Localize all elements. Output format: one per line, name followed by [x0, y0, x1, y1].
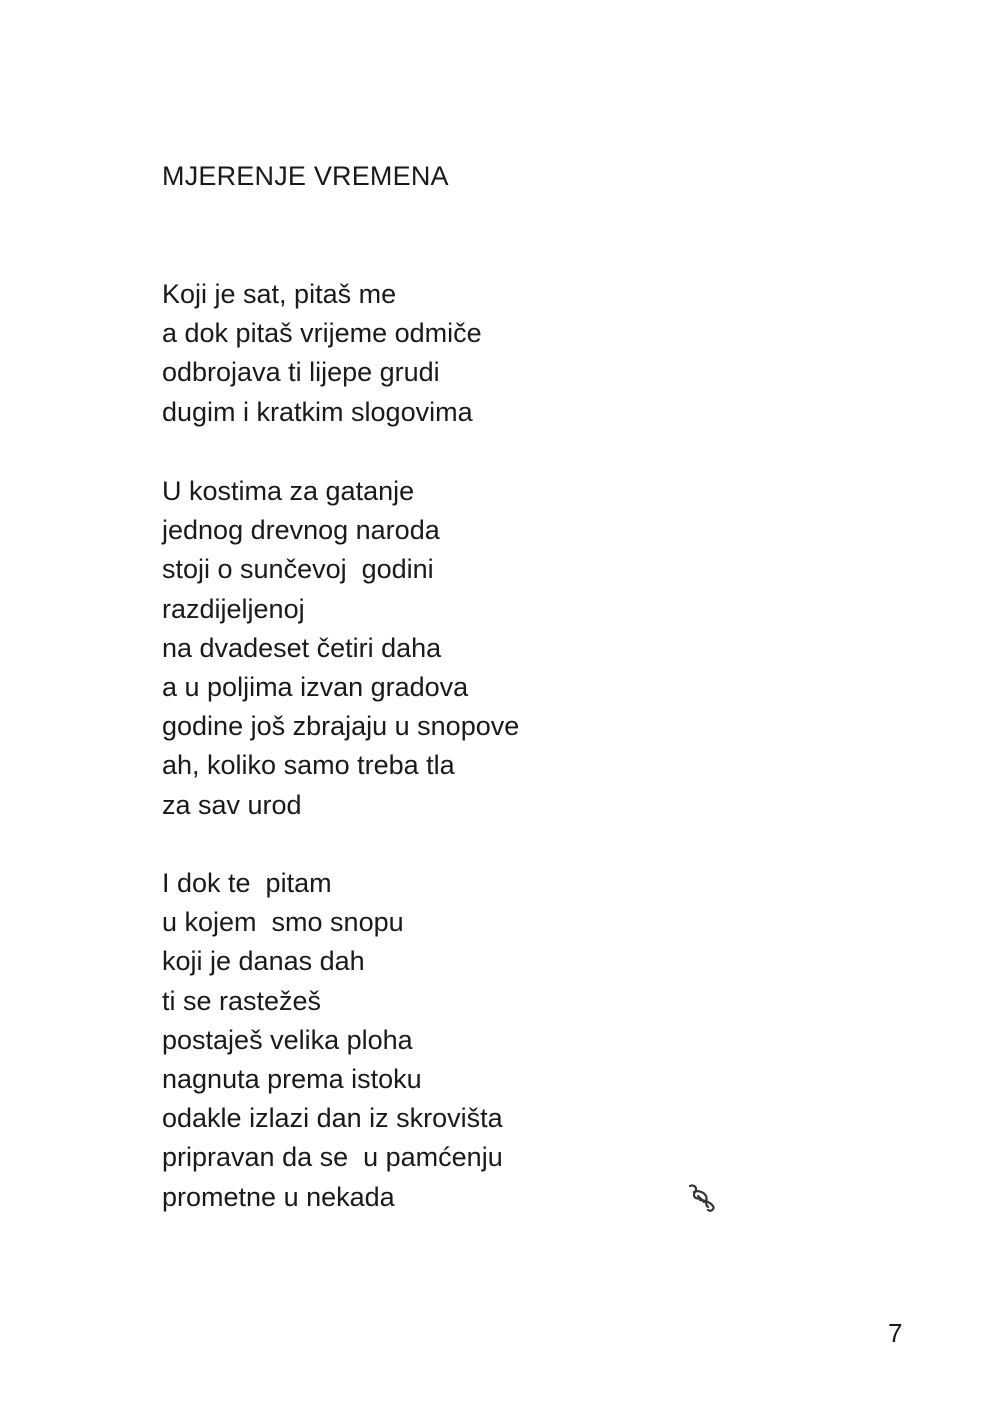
poem-line: koji je danas dah	[162, 946, 365, 977]
poem-line: pripravan da se u pamćenju	[162, 1142, 503, 1173]
stanza-3	[162, 864, 503, 1217]
poem-line: ti se rastežeš	[162, 985, 322, 1016]
poem-line: godine još zbrajaju u snopove	[162, 711, 520, 742]
poem-line: odbrojava ti lijepe grudi	[162, 357, 440, 388]
poem-line: odakle izlazi dan iz skrovišta	[162, 1103, 503, 1134]
poem-line: u kojem smo snopu	[162, 907, 404, 938]
poem-line: a u poljima izvan gradova	[162, 671, 469, 702]
ornament-icon	[684, 1180, 720, 1216]
poem-line: U kostima za gatanje	[162, 476, 415, 506]
poem-line: ah, koliko samo treba tla	[162, 750, 455, 781]
poem-line: stoji o sunčevoj godini	[162, 554, 434, 585]
poem-line: razdijeljenoj	[162, 593, 305, 624]
poem-line: a dok pitaš vrijeme odmiče	[162, 318, 482, 349]
poem-title: MJERENJE VREMENA	[162, 161, 449, 191]
poem-line: za sav urod	[162, 789, 302, 820]
poem-line: Koji je sat, pitaš me	[162, 279, 397, 309]
poem-line: jednog drevnog naroda	[162, 515, 440, 546]
poem-line: I dok te pitam	[162, 868, 332, 898]
stanza-2	[162, 472, 519, 825]
poem-line: nagnuta prema istoku	[162, 1063, 422, 1094]
poem-line: postaješ velika ploha	[162, 1024, 413, 1055]
page-number: 7	[888, 1318, 903, 1348]
poem-line: dugim i kratkim slogovima	[162, 396, 473, 427]
poem-line: prometne u nekada	[162, 1181, 395, 1212]
poem-line: na dvadeset četiri daha	[162, 632, 442, 663]
stanza-1	[162, 275, 482, 432]
